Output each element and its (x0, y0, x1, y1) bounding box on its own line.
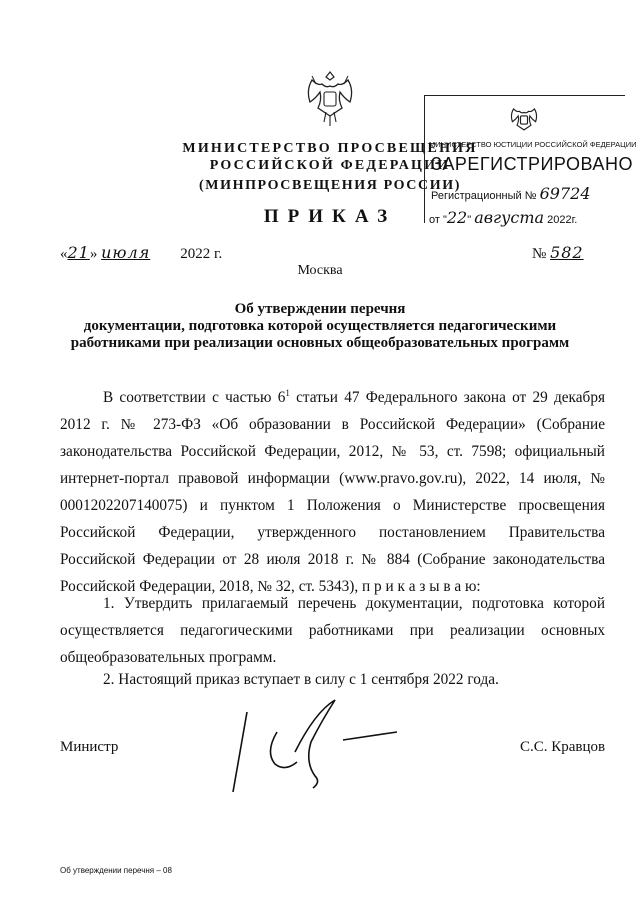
preamble-start: В соответствии с частью 6 (103, 389, 286, 407)
document-title (60, 301, 580, 352)
title-line1: Об утверждении перечня (234, 301, 406, 317)
stamp-date-year: 2022г. (547, 214, 578, 226)
order-number (532, 243, 584, 263)
date-close-quote: » (89, 246, 98, 262)
footer-note: Об утверждении перечня – 08 (60, 866, 172, 875)
date-open-quote: « (60, 246, 68, 262)
ministry-name-line2: РОССИЙСКОЙ ФЕДЕРАЦИИ (209, 158, 451, 173)
clause-2: 2. Настоящий приказ вступает в силу с 1 сентября 2022 года. (103, 671, 499, 688)
number-prefix: № (532, 246, 547, 262)
stamp-date-line (429, 208, 577, 227)
stamp-date-prefix: от " (429, 214, 447, 226)
preamble-rest: статьи 47 Федерального закона от 29 декабря 2012 г. № 273-ФЗ «Об образовании в Российской Федерации» (Собрание законодательства Российской Федерации, 2012, № 53, ст. 7598; официальный интернет-портал правовой информации (www.pravo.gov.ru), 2022, 14 июля, № 0001202207140075) и пунктом 1 Положения о Министерстве просвещения Российской Федерации, утвержденного постановлением Правительства Российской Федерации от 28 июля 2018 г. № 884 (Собрание законодательства Российской Федерации, 2018, № 32, ст. 5343), п р и к а з ы в а ю: (60, 389, 605, 596)
date-day: 21 (67, 243, 90, 262)
stamp-registration-number-line (431, 184, 591, 203)
order-date (60, 243, 222, 263)
preamble-paragraph (60, 380, 605, 600)
stamp-reg-number: 69724 (539, 184, 591, 203)
date-month: июля (101, 243, 151, 262)
signer-name: С.С. Кравцов (520, 739, 606, 755)
title-line3: работниками при реализации основных общеобразовательных программ (70, 335, 570, 351)
handwritten-signature (225, 692, 405, 802)
stamp-date-day: 22 (446, 208, 468, 227)
registration-stamp (424, 95, 637, 227)
document-type-heading: ПРИКАЗ (263, 206, 397, 227)
coat-of-arms-emblem (302, 68, 358, 130)
stamp-date-month: августа (474, 208, 545, 227)
stamp-reg-label: Регистрационный № (431, 190, 537, 202)
ministry-name-line1: МИНИСТЕРСТВО ПРОСВЕЩЕНИЯ (182, 141, 478, 156)
stamp-title: ЗАРЕГИСТРИРОВАНО (431, 154, 633, 174)
title-line2: документации, подготовка которой осуществляется педагогическими (83, 318, 557, 334)
ministry-abbreviation: (МИНПРОСВЕЩЕНИЯ РОССИИ) (199, 178, 461, 193)
clause-1: 1. Утвердить прилагаемый перечень документации, подготовка которой осуществляется педагогическими работниками при реализации основных общеобразовательных программ. (60, 595, 605, 666)
signer-position: Министр (60, 739, 119, 755)
stamp-date-mid: " (467, 214, 472, 226)
stamp-emblem-icon (507, 102, 541, 138)
number-value: 582 (550, 243, 584, 262)
date-year: 2022 г. (180, 246, 223, 262)
stamp-organization: МИНИСТЕРСТВО ЮСТИЦИИ РОССИЙСКОЙ ФЕДЕРАЦИИ (429, 140, 637, 149)
superscript: 1 (285, 388, 290, 398)
city: Москва (297, 263, 343, 278)
